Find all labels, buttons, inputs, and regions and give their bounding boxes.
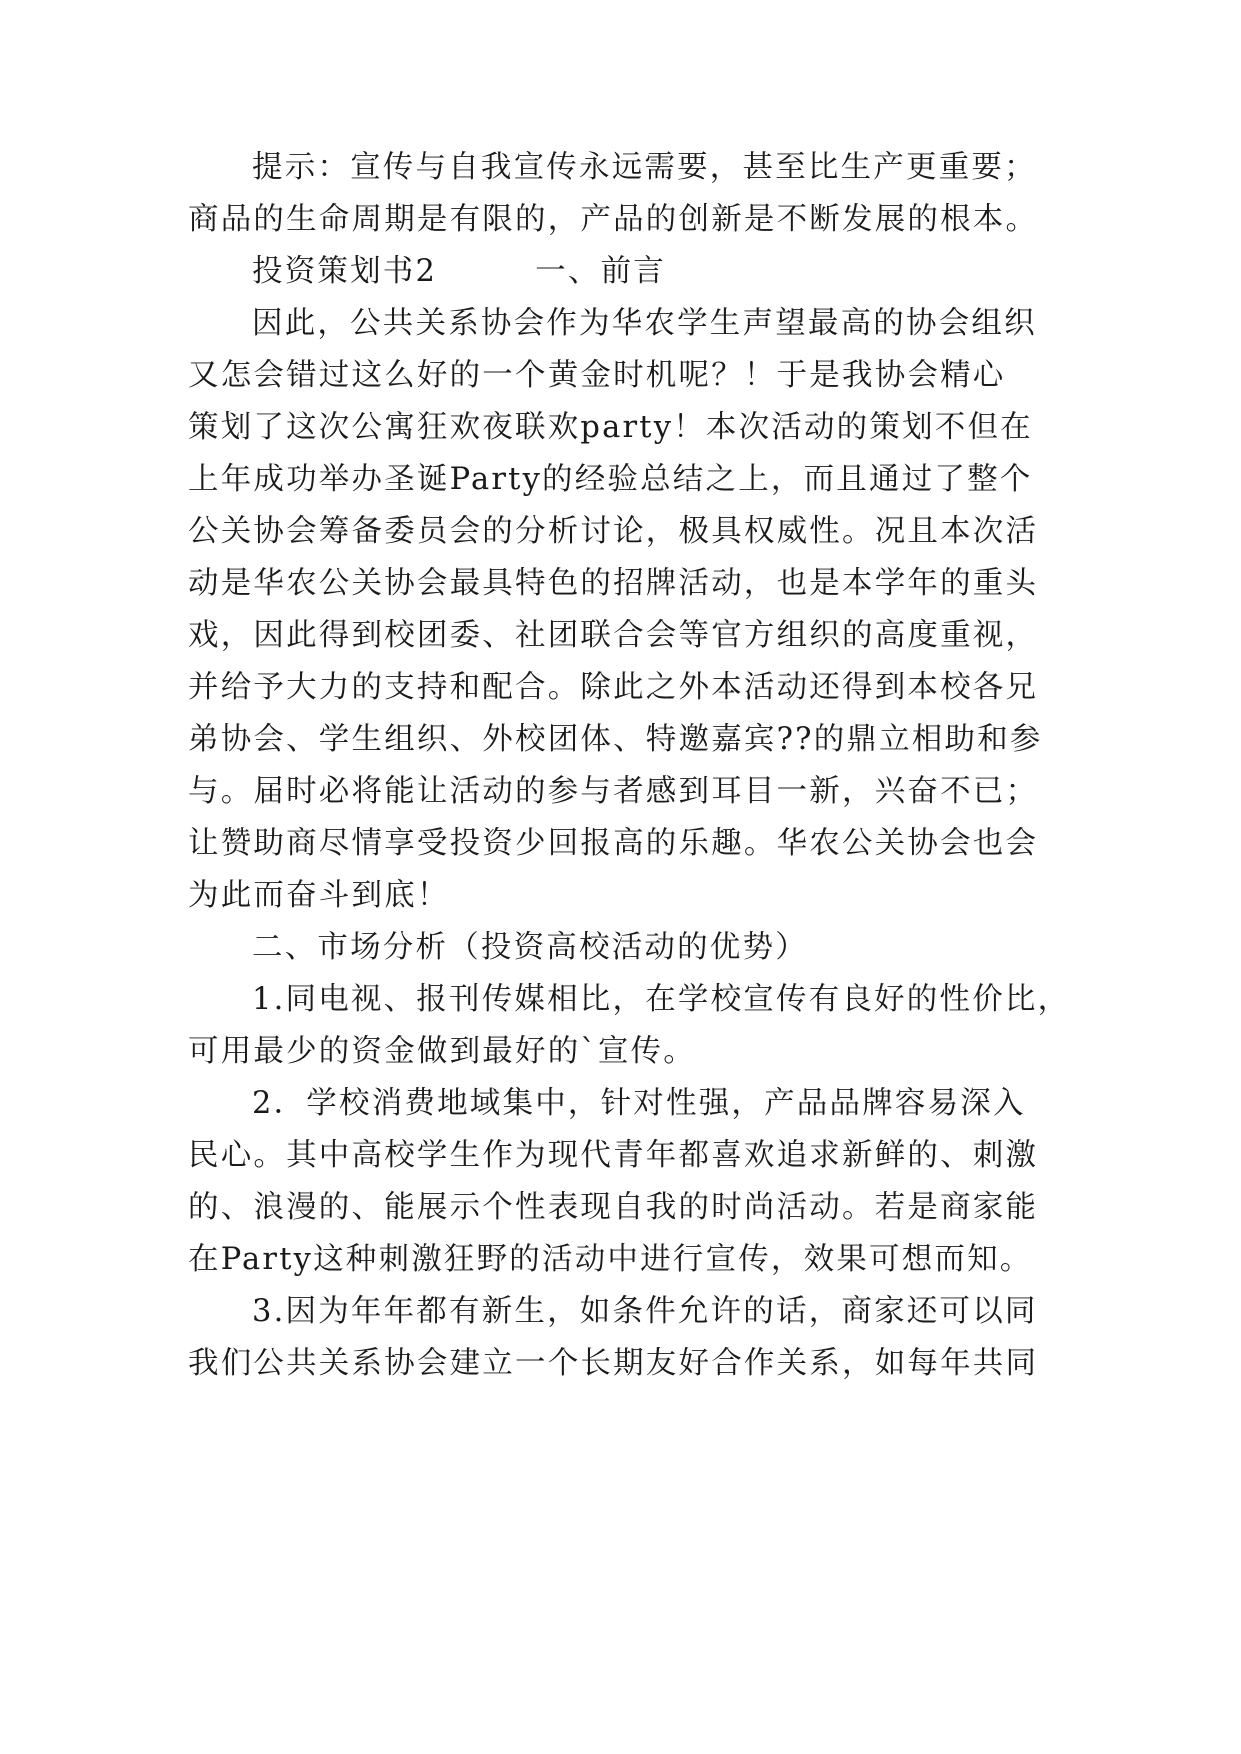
paragraph-line: 因此，公共关系协会作为华农学生声望最高的协会组织 (252, 306, 1037, 341)
paragraph-line: 为此而奋斗到底！ (188, 878, 450, 913)
paragraph-line: 我们公共关系协会建立一个长期友好合作关系，如每年共同 (188, 1346, 1039, 1381)
paragraph-line: 提示：宣传与自我宣传永远需要，甚至比生产更重要； (252, 150, 1037, 185)
paragraph-line: 又怎会错过这么好的一个黄金时机呢？！于是我协会精心 (188, 358, 1006, 393)
paragraph-line: 上年成功举办圣诞Party的经验总结之上，而且通过了整个 (188, 462, 1033, 497)
paragraph-line: 在Party这种刺激狂野的活动中进行宣传，效果可想而知。 (188, 1242, 1033, 1277)
paragraph-line: 2．学校消费地域集中，针对性强，产品品牌容易深入 (252, 1086, 1026, 1121)
paragraph-line: 并给予大力的支持和配合。除此之外本活动还得到本校各兄 (188, 670, 1039, 705)
section-heading: 投资策划书2 一、前言 (252, 254, 667, 289)
paragraph-line: 弟协会、学生组织、外校团体、特邀嘉宾??的鼎立相助和参 (188, 722, 1043, 757)
paragraph-line: 戏，因此得到校团委、社团联合会等官方组织的高度重视， (188, 618, 1039, 653)
paragraph-line: 1.同电视、报刊传媒相比，在学校宣传有良好的性价比， (252, 982, 1071, 1017)
paragraph-line: 与。届时必将能让活动的参与者感到耳目一新，兴奋不已； (188, 774, 1039, 809)
paragraph-line: 可用最少的资金做到最好的`宣传。 (188, 1034, 696, 1069)
paragraph-line: 民心。其中高校学生作为现代青年都喜欢追求新鲜的、刺激 (188, 1138, 1039, 1173)
paragraph-line: 公关协会筹备委员会的分析讨论，极具权威性。况且本次活 (188, 514, 1039, 549)
paragraph-line: 策划了这次公寓狂欢夜联欢party！本次活动的策划不但在 (188, 410, 1033, 445)
paragraph-line: 3.因为年年都有新生，如条件允许的话，商家还可以同 (252, 1294, 1038, 1329)
paragraph-line: 商品的生命周期是有限的，产品的创新是不断发展的根本。 (188, 202, 1039, 237)
paragraph-line: 动是华农公关协会最具特色的招牌活动，也是本学年的重头 (188, 566, 1039, 601)
section-heading: 二、市场分析（投资高校活动的优势） (252, 930, 808, 965)
paragraph-line: 让赞助商尽情享受投资少回报高的乐趣。华农公关协会也会 (188, 826, 1039, 861)
paragraph-line: 的、浪漫的、能展示个性表现自我的时尚活动。若是商家能 (188, 1190, 1039, 1225)
